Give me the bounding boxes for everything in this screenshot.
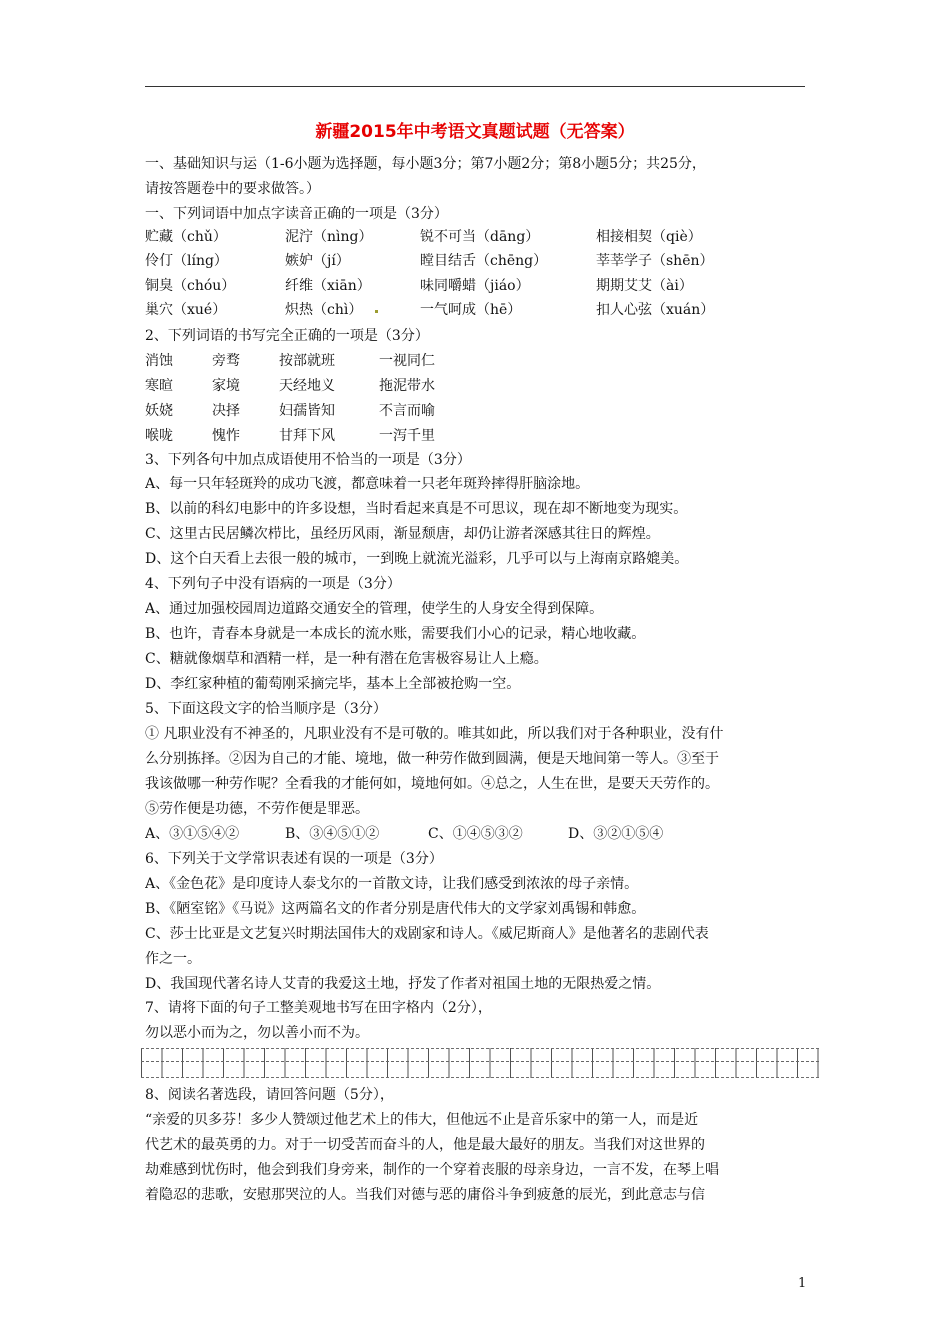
- q5-option-d: D、③②①⑤④: [568, 826, 664, 842]
- q1-option: 一气呵成（hē）: [420, 302, 522, 318]
- q1-option: 伶仃（líng）: [145, 253, 228, 269]
- writing-grid[interactable]: [141, 1048, 819, 1078]
- q2-word: 旁骛: [212, 353, 240, 369]
- q2-word: 喉咙: [145, 428, 173, 444]
- q5-passage-line: ① 凡职业没有不神圣的，凡职业没有不是可敬的。唯其如此，所以我们对于各种职业，没有什: [145, 726, 724, 742]
- q8-stem: 8、阅读名著选段，请回答问题（5分），: [145, 1087, 394, 1103]
- q1-row-2: [145, 251, 810, 271]
- q5-passage-line: 我该做哪一种劳作呢？全看我的才能何如，境地何如。④总之，人生在世，是要天天劳作的。: [145, 776, 719, 792]
- q6-option-a: A、《金色花》是印度诗人泰戈尔的一首散文诗，让我们感受到浓浓的母子亲情。: [145, 876, 639, 892]
- q1-row-4: [145, 300, 810, 320]
- q3-stem: 3、下列各句中加点成语使用不恰当的一项是（3分）: [145, 452, 471, 468]
- q2-word: 不言而喻: [379, 403, 435, 419]
- q2-word: 天经地义: [279, 378, 335, 394]
- q1-option: 味同嚼蜡（jiáo）: [420, 278, 530, 294]
- q6-option-c-cont: 作之一。: [145, 951, 201, 967]
- stray-mark: [375, 310, 378, 313]
- q2-row-4: [145, 426, 810, 446]
- q1-option: 巢穴（xué）: [145, 302, 227, 318]
- q3-option-d: D、这个白天看上去很一般的城市，一到晚上就流光溢彩，几乎可以与上海南京路媲美。: [145, 551, 689, 567]
- q1-option: 泥泞（nìng）: [285, 229, 373, 245]
- q5-stem: 5、下面这段文字的恰当顺序是（3分）: [145, 701, 387, 717]
- header-rule: [145, 86, 805, 87]
- q1-option: 瞠目结舌（chēng）: [420, 253, 548, 269]
- q6-option-c: C、莎士比亚是文艺复兴时期法国伟大的戏剧家和诗人。《威尼斯商人》是他著名的悲剧代表: [145, 926, 709, 942]
- q1-option: 莘莘学子（shēn）: [596, 253, 714, 269]
- q3-option-b: B、以前的科幻电影中的许多设想，当时看起来真是不可思议，现在却不断地变为现实。: [145, 501, 688, 517]
- q2-word: 一泻千里: [379, 428, 435, 444]
- q2-row-2: [145, 376, 810, 396]
- q5-option-c: C、①④⑤③②: [428, 826, 523, 842]
- q5-passage-line: 么分别拣择。②因为自己的才能、境地，做一种劳作做到圆满，便是天地间第一等人。③至于: [145, 751, 719, 767]
- q7-stem: 7、请将下面的句子工整美观地书写在田字格内（2分），: [145, 1000, 492, 1016]
- page-title: 新疆2015年中考语文真题试题（无答案）: [315, 122, 635, 142]
- q4-option-b: B、也许，青春本身就是一本成长的流水账，需要我们小心的记录，精心地收藏。: [145, 626, 646, 642]
- q5-passage-line: ⑤劳作便是功德，不劳作便是罪恶。: [145, 801, 369, 817]
- section1-heading-2: 请按答题卷中的要求做答。）: [145, 181, 320, 197]
- q2-word: 甘拜下风: [279, 428, 335, 444]
- q2-word: 决择: [212, 403, 240, 419]
- page-number: 1: [798, 1276, 807, 1291]
- q4-stem: 4、下列句子中没有语病的一项是（3分）: [145, 576, 401, 592]
- q2-stem: 2、下列词语的书写完全正确的一项是（3分）: [145, 328, 429, 344]
- q2-word: 妇孺皆知: [279, 403, 335, 419]
- q5-option-b: B、③④⑤①②: [285, 826, 380, 842]
- q7-sentence: 勿以恶小而为之，勿以善小而不为。: [145, 1025, 369, 1041]
- q1-option: 锐不可当（dāng）: [420, 229, 540, 245]
- q1-row-3: [145, 276, 810, 296]
- q4-option-d: D、李红家种植的葡萄刚采摘完毕，基本上全部被抢购一空。: [145, 676, 521, 692]
- q3-option-a: A、每一只年轻斑羚的成功飞渡，都意味着一只老年斑羚摔得肝脑涂地。: [145, 476, 590, 492]
- section1-heading-1: 一、基础知识与运（1-6小题为选择题，每小题3分；第7小题2分；第8小题5分；共25分，: [145, 156, 706, 172]
- q1-stem: 一、下列词语中加点字读音正确的一项是（3分）: [145, 206, 448, 222]
- q2-word: 一视同仁: [379, 353, 435, 369]
- q2-word: 愧怍: [212, 428, 240, 444]
- q1-option: 嫉妒（jí）: [285, 253, 350, 269]
- q1-option: 期期艾艾（ài）: [596, 278, 693, 294]
- q2-word: 拖泥带水: [379, 378, 435, 394]
- q2-word: 家境: [212, 378, 240, 394]
- q1-option: 贮藏（chǔ）: [145, 229, 227, 245]
- writing-grid-midline: [141, 1061, 819, 1062]
- q6-stem: 6、下列关于文学常识表述有误的一项是（3分）: [145, 851, 443, 867]
- q8-passage-line: 着隐忍的悲歌，安慰那哭泣的人。当我们对德与恶的庸俗斗争到疲惫的辰光，到此意志与信: [145, 1187, 705, 1203]
- q1-option: 相接相契（qiè）: [596, 229, 702, 245]
- q2-row-1: [145, 351, 810, 371]
- q2-word: 消蚀: [145, 353, 173, 369]
- q8-passage-line: 代艺术的最英勇的力。对于一切受苦而奋斗的人，他是最大最好的朋友。当我们对这世界的: [145, 1137, 705, 1153]
- q2-word: 寒暄: [145, 378, 173, 394]
- q8-passage-line: “亲爱的贝多芬！多少人赞颂过他艺术上的伟大，但他远不止是音乐家中的第一人，而是近: [145, 1112, 699, 1128]
- q8-passage-line: 劫难感到忧伤时，他会到我们身旁来，制作的一个穿着丧服的母亲身边，一言不发，在琴上唱: [145, 1162, 719, 1178]
- q4-option-c: C、糖就像烟草和酒精一样，是一种有潜在危害极容易让人上瘾。: [145, 651, 548, 667]
- q5-option-a: A、③①⑤④②: [145, 826, 240, 842]
- q1-option: 扣人心弦（xuán）: [596, 302, 715, 318]
- q1-option: 铜臭（chóu）: [145, 278, 236, 294]
- q6-option-b: B、《陋室铭》《马说》这两篇名文的作者分别是唐代伟大的文学家刘禹锡和韩愈。: [145, 901, 646, 917]
- q2-word: 妖娆: [145, 403, 173, 419]
- q5-options: [145, 824, 810, 844]
- q3-option-c: C、这里古民居鳞次栉比，虽经历风雨，渐显颓唐，却仍让游者深感其往日的辉煌。: [145, 526, 660, 542]
- q2-word: 按部就班: [279, 353, 335, 369]
- q2-row-3: [145, 401, 810, 421]
- q6-option-d: D、我国现代著名诗人艾青的我爱这土地，抒发了作者对祖国土地的无限热爱之情。: [145, 976, 661, 992]
- q1-row-1: [145, 227, 810, 247]
- q1-option: 纤维（xiān）: [285, 278, 371, 294]
- q1-option: 炽热（chì）: [285, 302, 363, 318]
- q4-option-a: A、通过加强校园周边道路交通安全的管理，使学生的人身安全得到保障。: [145, 601, 604, 617]
